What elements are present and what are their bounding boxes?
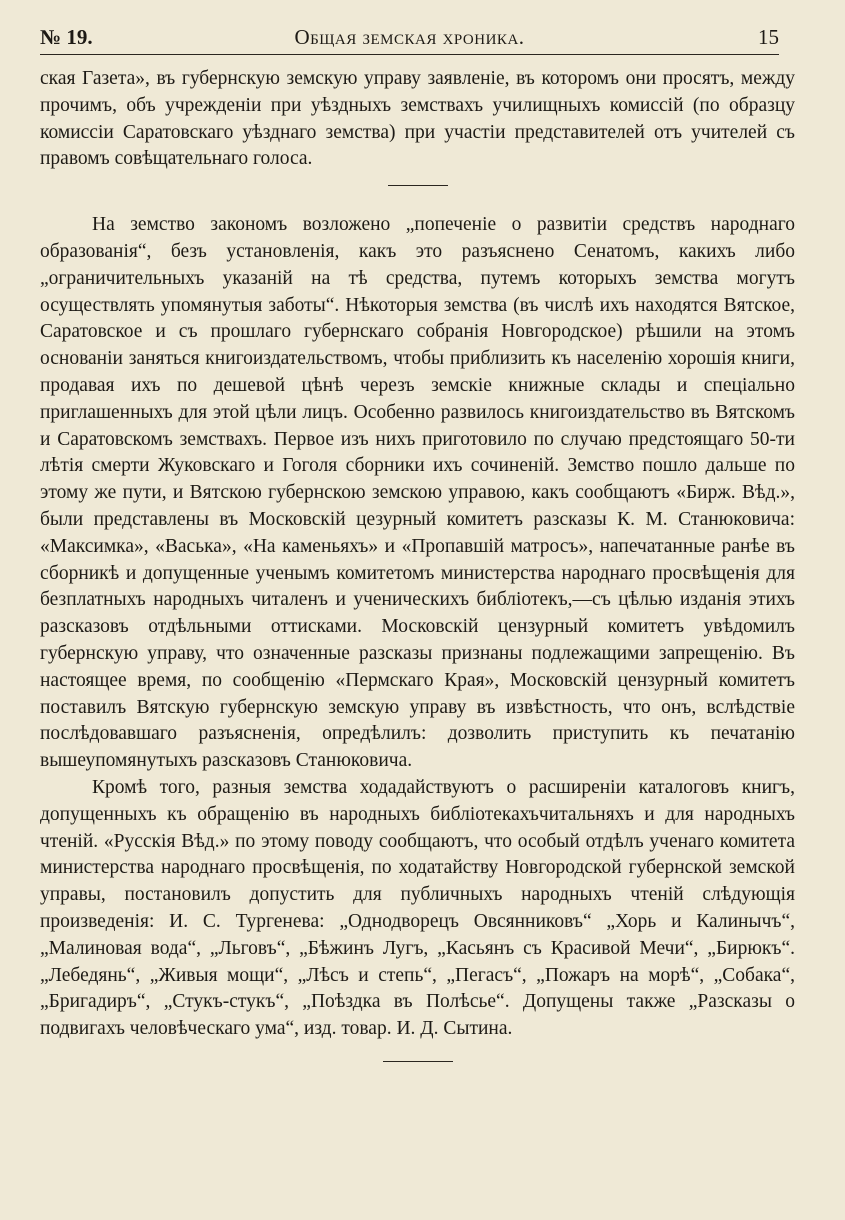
paragraph-continuation: ская Газета», въ губернскую земскую управу заявленіе, въ которомъ они просятъ, между прочимъ, объ учрежденіи при уѣздныхъ земствахъ училищныхъ комиссій (по образцу комиссіи Саратовскаго уѣзднаго земства) при участіи представителей отъ учителей съ правомъ совѣщательнаго голоса. — [40, 68, 795, 170]
issue-number: № 19. — [40, 25, 93, 49]
page-number: 15 — [758, 25, 779, 49]
page-header — [40, 20, 779, 54]
paragraph-catalogs: Кромѣ того, разныя земства ходадайствуютъ о расширеніи каталоговъ книгъ, допущенныхъ къ обращенію въ народныхъ библіотекахъчитальняхъ и для народныхъ чтеній. «Русскія Вѣд.» по этому поводу сообщаютъ, что особый отдѣлъ ученаго комитета министерства народнаго просвѣщенія, по ходатайству Новгородской губернской земской управы, постановилъ допустить для публичныхъ народныхъ чтеній слѣдующія произведенія: И. С. Тургенева: „Однодворецъ Овсянниковъ“ „Хорь и Калинычъ“, „Малиновая вода“, „Льговъ“, „Бѣжинъ Лугъ, „Касьянъ съ Красивой Мечи“, „Бирюкъ“. „Лебедянь“, „Живыя мощи“, „Лѣсъ и степь“, „Пегасъ“, „Пожаръ на морѣ“, „Собака“, „Бригадиръ“, „Стукъ-стукъ“, „Поѣздка въ Полѣсье“. Допущены также „Разсказы о подвигахъ человѣческаго ума“, изд. товар. И. Д. Сытина. — [40, 776, 795, 1040]
section-separator — [388, 185, 448, 186]
paragraph-book-publishing: На земство закономъ возложено „попеченіе о развитіи средствъ народнаго образованія“, безъ установленія, какъ это разъяснено Сенатомъ, какихъ либо „ограничительныхъ указаній на тѣ средства, путемъ которыхъ земства могутъ осуществлять упомянутыя заботы“. Нѣкоторыя земства (въ числѣ ихъ находятся Вятское, Саратовское и съ прошлаго губернскаго собранія Новгородское) рѣшили на этомъ основаніи заняться книгоиздательствомъ, чтобы приблизить къ населенію хорошія книги, продавая ихъ по дешевой цѣнѣ черезъ земскіе книжные склады и спеціально приглашенныхъ для этой цѣли лицъ. Особенно развилось книгоиздательство въ Вятскомъ и Саратовскомъ земствахъ. Первое изъ нихъ приготовило по случаю предстоящаго 50-ти лѣтія смерти Жуковскаго и Гоголя сборники ихъ сочиненій. Земство пошло дальше по этому же пути, и Вятскою губернскою земскою управою, какъ сообщаютъ «Бирж. Вѣд.», были представлены въ Московскій цезурный комитетъ разсказы К. М. Станюковича: «Максимка», «Васька», «На каменьяхъ» и «Пропавшій матросъ», напечатанные ранѣе въ сборникѣ и допущенные ученымъ комитетомъ министерства народнаго просвѣщенія для безплатныхъ народныхъ читаленъ и ученическихъ библіотекъ,—съ цѣлью изданія этихъ разсказовъ отдѣльными оттисками. Московскій цензурный комитетъ увѣдомилъ губернскую управу, что означенные разсказы признаны подлежащими запрещенію. Въ настоящее время, по сообщенію «Пермскаго Края», Московскій цензурный комитетъ поставилъ Вятскую губернскую земскую управу въ извѣстность, что онъ, вслѣдствіе послѣдовавшаго разъясненія, опредѣлилъ: дозволить приступить къ печатанію вышеупомянутыхъ разсказовъ Станюковича. — [40, 214, 795, 772]
section-title: Общая земская хроника. — [294, 25, 525, 49]
article-body — [40, 66, 795, 1062]
end-rule — [383, 1061, 453, 1062]
header-rule — [40, 54, 779, 55]
